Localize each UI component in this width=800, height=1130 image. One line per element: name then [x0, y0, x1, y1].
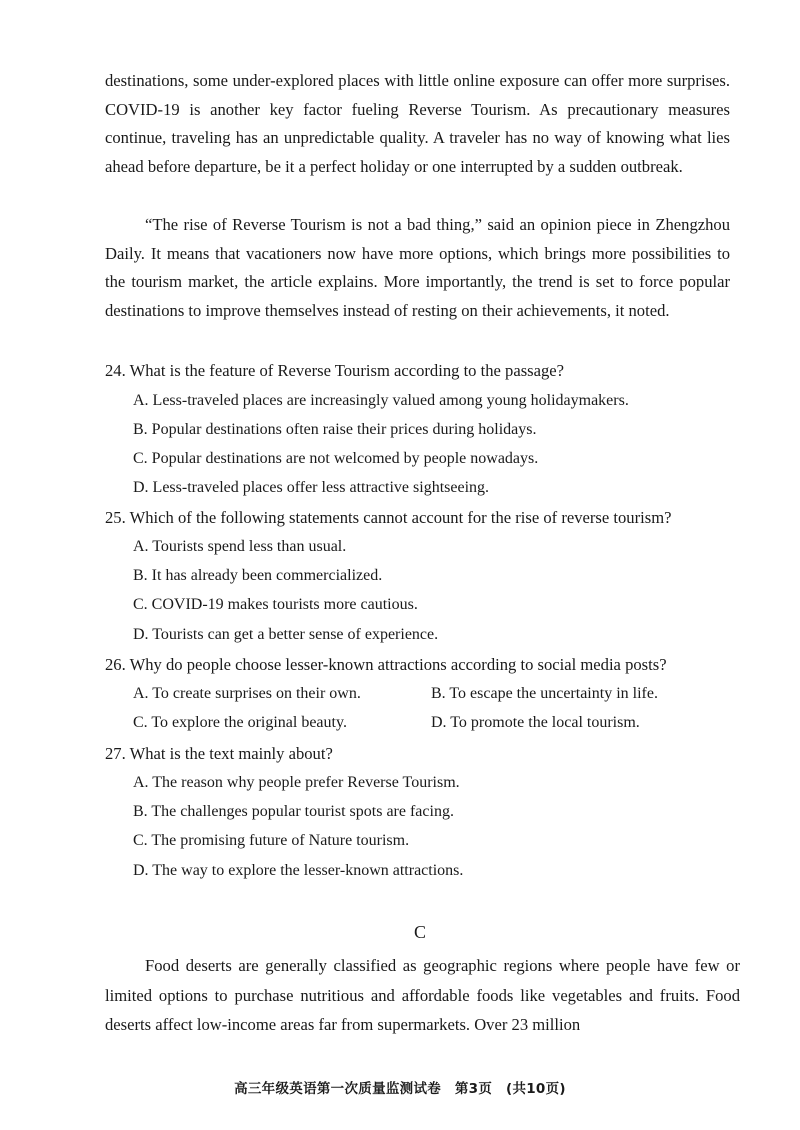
question-27-option-d: D. The way to explore the lesser-known attractions.	[133, 862, 464, 879]
page-footer: 高三年级英语第一次质量监测试卷 第3页 (共10页)	[234, 1081, 566, 1097]
question-27-option-c: C. The promising future of Nature tourism.	[133, 832, 410, 849]
question-26-option-c: C. To explore the original beauty.	[133, 714, 347, 731]
question-26-option-d: D. To promote the local tourism.	[431, 714, 640, 731]
question-25-option-a: A. Tourists spend less than usual.	[133, 538, 347, 555]
question-26-option-b: B. To escape the uncertainty in life.	[431, 685, 658, 702]
question-24-option-d: D. Less-traveled places offer less attractive sightseeing.	[133, 479, 490, 496]
question-27-option-a: A. The reason why people prefer Reverse Tourism.	[133, 774, 460, 791]
question-26-stem: 26. Why do people choose lesser-known attractions according to social media posts?	[105, 655, 667, 674]
question-24-stem: 24. What is the feature of Reverse Tourism according to the passage?	[105, 361, 565, 380]
question-24-option-a: A. Less-traveled places are increasingly valued among young holidaymakers.	[133, 392, 629, 409]
question-26-option-a: A. To create surprises on their own.	[133, 685, 361, 702]
question-25-option-c: C. COVID-19 makes tourists more cautious.	[133, 596, 418, 613]
question-27-option-b: B. The challenges popular tourist spots are facing.	[133, 803, 454, 820]
passage-paragraph-2: “The rise of Reverse Tourism is not a bad thing,” said an opinion piece in Zhengzhou Daily. It means that vacationers now have more options, which brings more possibilities to the tourism market, the article explains. More importantly, the trend is set to force popular destinations to improve themselves instead of resting on their achievements, it noted.	[105, 215, 730, 320]
section-c-heading: C	[413, 922, 426, 942]
question-25-stem: 25. Which of the following statements cannot account for the rise of reverse tourism?	[105, 508, 672, 527]
question-24-option-c: C. Popular destinations are not welcomed by people nowadays.	[133, 450, 539, 467]
question-24-option-b: B. Popular destinations often raise their prices during holidays.	[133, 421, 537, 438]
question-25-option-d: D. Tourists can get a better sense of experience.	[133, 626, 439, 643]
question-27-stem: 27. What is the text mainly about?	[105, 744, 333, 763]
question-25-option-b: B. It has already been commercialized.	[133, 567, 383, 584]
section-c-paragraph-1: Food deserts are generally classified as geographic regions where people have few or limited options to purchase nutritious and affordable foods like vegetables and fruits. Food deserts affect low-income areas far from supermarkets. Over 23 million	[105, 956, 740, 1034]
passage-paragraph-1: destinations, some under-explored places with little online exposure can offer more surprises. COVID-19 is another key factor fueling Reverse Tourism. As precautionary measures continue, traveling has an unpredictable quality. A traveler has no way of knowing what lies ahead before departure, be it a perfect holiday or one interrupted by a sudden outbreak.	[105, 71, 730, 176]
